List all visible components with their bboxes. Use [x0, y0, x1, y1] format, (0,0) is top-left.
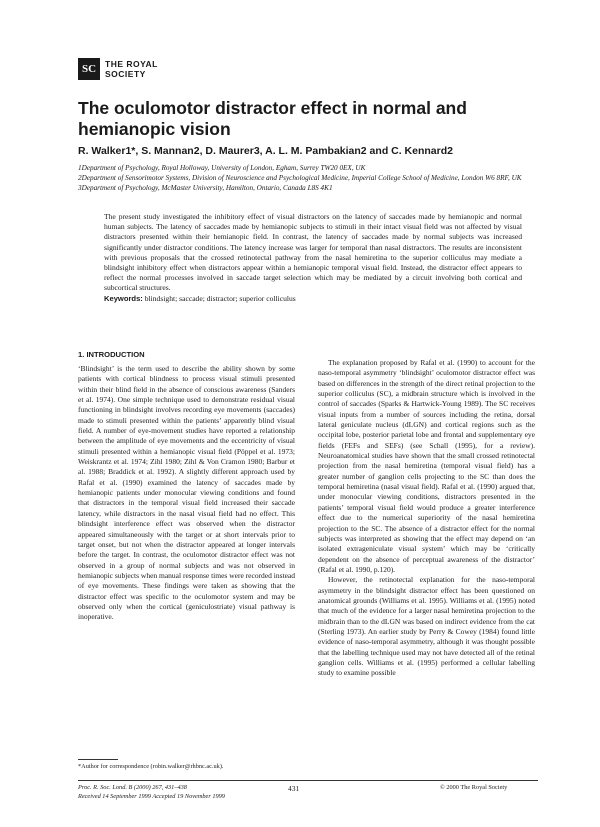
affiliation-1: 1Department of Psychology, Royal Holloway, University of London, Egham, Surrey TW20 0EX, UK [78, 164, 366, 172]
footer-citation [78, 784, 225, 801]
royal-society-logo-text: THE ROYAL SOCIETY [105, 59, 158, 79]
footer-dates: Received 14 September 1999 Accepted 19 November 1999 [78, 792, 225, 800]
correspondence-footnote: *Author for correspondence (robin.walker@rhbnc.ac.uk). [78, 763, 224, 770]
abstract: The present study investigated the inhibitory effect of visual distractors on the latency of saccades made by hemianopic and normal human subjects. The latency of saccades made by hemianopic subjects to stimuli in their intact visual field was not affected by visual distractors presented within their hemianopic field. In contrast, the latency of saccades made by normal subjects was increased significantly under distractor conditions. The latency increase was larger for temporal than nasal distractors. The results are inconsistent with previous proposals that the crossed retinotectal pathway from the nasal hemiretina to the superior colliculus may mediate a blindsight inhibitory effect when distractors appear within a hemianopic temporal visual field. Instead, the distractor effect appears to reflect the normal processes involved in saccade target selection which may be mediated by a circuit involving both cortical and subcortical structures. [104, 212, 522, 293]
right-paragraph-1: The explanation proposed by Rafal et al. (1990) to account for the naso-temporal asymmetry ‘blindsight’ oculomotor distractor effect was based on differences in the strength of the direct retinal projection to the superior colliculus (SC), a midbrain structure which is involved in the control of saccades (Sparks & Hartwick-Young 1989). The SC receives visual inputs from a number of sources including the retina, dorsal lateral geniculate nucleus (dLGN) and cortical regions such as the occipital lobe, posterior parietal lobe and frontal and supplementary eye fields (FEFs and SEFs) (see Schall (1995), for a review). Neuroanatomical studies have shown that the small crossed retinotectal projection from the nasal hemiretina (temporal visual field) has a greater number of ganglion cells projecting to the SC than does the temporal hemiretina (nasal visual field). Rafal et al. (1990) argued that, under monocular viewing conditions, distractors presented in the patients’ temporal visual field would produce a greater interference effect due to the numerical superiority of the nasal hemiretina projection to the SC. The absence of a distractor effect for the normal subjects was interpreted as showing that the effect may depend on ‘an isolated extrageniculate visual system’ which may be ‘critically dependent on the absence of perceptual awareness of the distractor’ (Rafal et al. 1990, p.120). [318, 358, 535, 574]
keywords-text: blindsight; saccade; distractor; superior colliculus [144, 294, 296, 303]
affiliation-3: 3Department of Psychology, McMaster University, Hamilton, Ontario, Canada L8S 4K1 [78, 184, 333, 192]
keywords-label: Keywords: [104, 294, 143, 303]
left-column [78, 364, 295, 623]
author-list: R. Walker1*, S. Mannan2, D. Maurer3, A. L. M. Pambakian2 and C. Kennard2 [78, 145, 453, 157]
section-heading-introduction: 1. INTRODUCTION [78, 350, 145, 359]
footer-rule [78, 780, 538, 781]
footnote-rule [78, 759, 118, 760]
footer-journal: Proc. R. Soc. Lond. B (2000) 267, 431–438 [78, 784, 187, 791]
affiliations [78, 163, 538, 193]
left-paragraph-1: ‘Blindsight’ is the term used to describe the ability shown by some patients with cortical blindness to process visual stimuli presented within their blind field in the absence of conscious awareness (Sanders et al. 1974). One simple technique used to demonstrate residual visual functioning in blindsight involves recording eye movements (saccades) made to stimuli presented within the patients’ apparently blind visual field. A number of eye-movement studies have reported a relationship between the amplitude of eye movements and the eccentricity of visual stimuli presented within a hemianopic visual field (Pöppel et al. 1973; Weiskrantz et al. 1974; Zihl 1980; Zihl & Von Cramon 1980; Barbur et al. 1988; Braddick et al. 1992). A slightly different approach used by Rafal et al. (1990) examined the latency of saccades made by hemianopic patients under monocular viewing conditions and found that distractors in the temporal visual field increased their saccade latency, while distractors in the nasal visual field had no effect. This blindsight interference effect was observed when the distractor appeared simultaneously with the target or at short intervals prior to target onset, but not when the distractor appeared at longer intervals before the target. In contrast, the oculomotor distractor effect was not observed in a group of normal subjects and was not observed in hemianopic subjects when manual response times were recorded instead of eye movements. These findings were taken as showing that the distractor effect was specific to the oculomotor system and may be observed only when the cortical (geniculostriate) visual pathway is inoperative. [78, 364, 296, 622]
royal-society-logo-mark: SC [78, 58, 100, 80]
paper-title: The oculomotor distractor effect in normal and hemianopic vision [78, 98, 467, 139]
right-paragraph-2: However, the retinotectal explanation for the naso-temporal asymmetry in the blindsight distractor effect has been questioned on anatomical grounds (Williams et al. 1995). Williams et al. (1995) noted that much of the evidence for a larger nasal hemiretina projection to the midbrain than to the dLGN was based on indirect evidence from the cat (Sterling 1973). An earlier study by Perry & Cowey (1984) found little evidence of naso-temporal asymmetry, although it was thought possible that the labelling technique used may not have detected all of the retinal ganglion cells. Williams et al. (1995) performed a cellular labelling study to examine possible [318, 575, 535, 678]
page-number: 431 [288, 784, 300, 793]
copyright-notice: © 2000 The Royal Society [440, 784, 508, 791]
right-column [318, 358, 535, 679]
royal-society-logo [78, 58, 158, 80]
keywords [104, 294, 522, 303]
affiliation-2: 2Department of Sensorimotor Systems, Division of Neuroscience and Psychological Medicine, Imperial College School of Medicine, London W6 8RF, UK [78, 174, 522, 182]
